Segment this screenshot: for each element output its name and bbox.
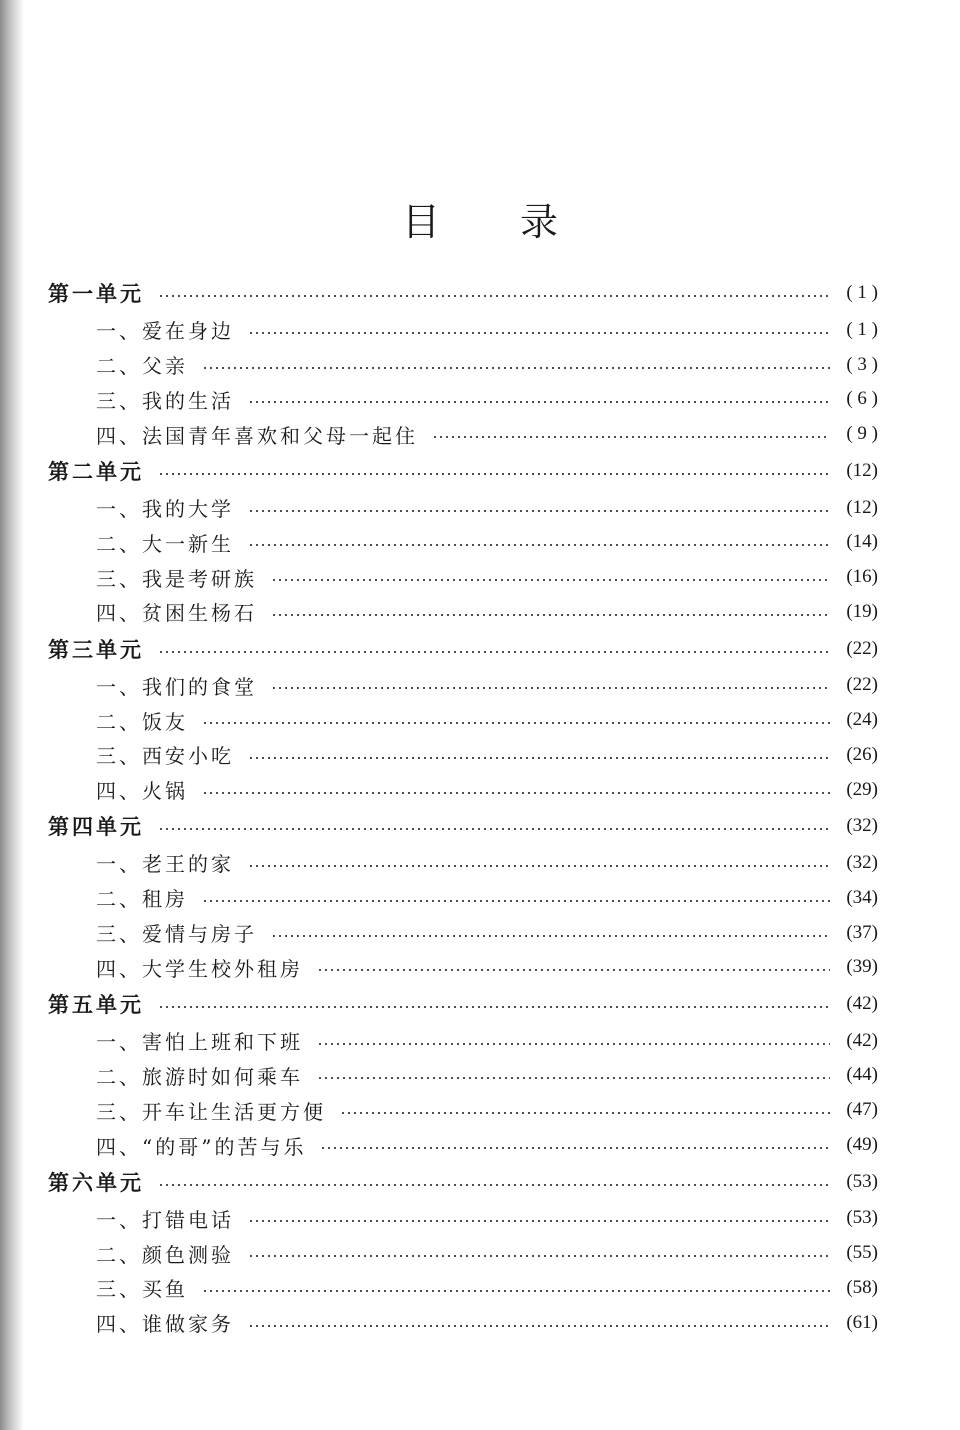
dot-leader: [248, 1255, 830, 1257]
dot-leader: [158, 1184, 830, 1186]
page-number: (61): [846, 1311, 878, 1333]
dot-leader: [271, 935, 830, 937]
lesson-title: 二、租房: [96, 887, 188, 912]
lesson-title: 三、爱情与房子: [96, 922, 257, 947]
page-number: (53): [846, 1207, 878, 1229]
toc-lesson-entry[interactable]: [48, 915, 878, 950]
toc-lesson-entry[interactable]: [48, 950, 878, 985]
lesson-title: 四、谁做家务: [96, 1312, 234, 1337]
lesson-title: 四、“的哥”的苦与乐: [96, 1134, 307, 1159]
dot-leader: [271, 579, 830, 581]
toc-lesson-entry[interactable]: [48, 1128, 878, 1163]
toc-unit-entry[interactable]: [48, 452, 878, 491]
lesson-title: 三、西安小吃: [96, 744, 234, 769]
toc-lesson-entry[interactable]: [48, 846, 878, 881]
dot-leader: [202, 722, 830, 724]
lesson-title: 四、火锅: [96, 779, 188, 804]
toc-lesson-entry[interactable]: [48, 703, 878, 738]
page-number: (24): [846, 709, 878, 731]
lesson-title: 一、我的大学: [96, 497, 234, 522]
dot-leader: [248, 401, 830, 403]
lesson-title: 二、饭友: [96, 709, 188, 734]
toc-lesson-entry[interactable]: [48, 1093, 878, 1128]
lesson-title: 一、害怕上班和下班: [96, 1030, 303, 1055]
page-number: ( 6 ): [846, 388, 878, 410]
toc-lesson-entry[interactable]: [48, 1058, 878, 1093]
toc-lesson-entry[interactable]: [48, 560, 878, 595]
page-number: (19): [846, 600, 878, 622]
page-number: (26): [846, 743, 878, 765]
unit-title: 第六单元: [48, 1170, 144, 1195]
page-number: (53): [846, 1170, 878, 1192]
dot-leader: [320, 1147, 830, 1149]
toc-lesson-entry[interactable]: [48, 1305, 878, 1340]
lesson-title: 一、打错电话: [96, 1207, 234, 1232]
toc-lesson-entry[interactable]: [48, 595, 878, 630]
dot-leader: [202, 792, 830, 794]
page-number: (29): [846, 778, 878, 800]
toc-unit-entry[interactable]: [48, 807, 878, 846]
toc-unit-entry[interactable]: [48, 985, 878, 1024]
lesson-title: 二、父亲: [96, 354, 188, 379]
dot-leader: [248, 865, 830, 867]
dot-leader: [432, 436, 830, 438]
page-number: (32): [846, 815, 878, 837]
page-number: (42): [846, 993, 878, 1014]
toc-lesson-entry[interactable]: [48, 525, 878, 560]
page-number: ( 9 ): [846, 423, 878, 445]
dot-leader: [271, 614, 830, 616]
page-number: (55): [846, 1242, 878, 1264]
dot-leader: [248, 544, 830, 546]
dot-leader: [202, 900, 830, 902]
lesson-title: 三、我是考研族: [96, 566, 257, 591]
page-title-char: 目: [401, 200, 440, 245]
toc-lesson-entry[interactable]: [48, 1271, 878, 1306]
lesson-title: 二、大一新生: [96, 531, 234, 556]
lesson-title: 一、老王的家: [96, 852, 234, 877]
page-number: (39): [846, 956, 878, 978]
toc-lesson-entry[interactable]: [48, 880, 878, 915]
toc-unit-entry[interactable]: [48, 1162, 878, 1201]
page-number: (58): [846, 1276, 878, 1298]
toc-lesson-entry[interactable]: [48, 1023, 878, 1058]
unit-title: 第二单元: [48, 459, 144, 484]
dot-leader: [317, 969, 830, 971]
page-number: ( 3 ): [846, 353, 878, 375]
toc-lesson-entry[interactable]: [48, 1236, 878, 1271]
toc-lesson-entry[interactable]: [48, 417, 878, 452]
page-number: (44): [846, 1064, 878, 1086]
unit-title: 第三单元: [48, 637, 144, 662]
page-number: (12): [846, 496, 878, 518]
dot-leader: [317, 1077, 830, 1079]
lesson-title: 二、旅游时如何乘车: [96, 1064, 303, 1089]
dot-leader: [248, 1220, 830, 1222]
lesson-title: 一、爱在身边: [96, 319, 234, 344]
dot-leader: [317, 1043, 830, 1045]
page-number: (42): [846, 1029, 878, 1051]
table-of-contents: [48, 274, 878, 1340]
lesson-title: 四、大学生校外租房: [96, 956, 303, 981]
toc-lesson-entry[interactable]: [48, 382, 878, 417]
page-number: ( 1 ): [846, 318, 878, 340]
page-number: (14): [846, 531, 878, 553]
dot-leader: [271, 687, 830, 689]
toc-lesson-entry[interactable]: [48, 313, 878, 348]
lesson-title: 四、法国青年喜欢和父母一起住: [96, 423, 418, 448]
page-number: (16): [846, 566, 878, 588]
dot-leader: [202, 1290, 830, 1292]
dot-leader: [248, 1325, 830, 1327]
page-number: (22): [846, 637, 878, 659]
page-number: (34): [846, 886, 878, 908]
lesson-title: 一、我们的食堂: [96, 674, 257, 699]
unit-title: 第一单元: [48, 282, 144, 307]
page-number: ( 1 ): [846, 282, 878, 304]
dot-leader: [248, 332, 830, 334]
toc-lesson-entry[interactable]: [48, 737, 878, 772]
dot-leader: [202, 367, 830, 369]
dot-leader: [248, 510, 830, 512]
toc-lesson-entry[interactable]: [48, 772, 878, 807]
page-number: (32): [846, 851, 878, 873]
toc-lesson-entry[interactable]: [48, 490, 878, 525]
page-number: (47): [846, 1099, 878, 1121]
dot-leader: [158, 828, 830, 830]
dot-leader: [158, 473, 830, 475]
page-number: (22): [846, 674, 878, 696]
dot-leader: [158, 651, 830, 653]
page-title: [0, 191, 960, 246]
toc-lesson-entry[interactable]: [48, 1201, 878, 1236]
dot-leader: [340, 1112, 830, 1114]
toc-lesson-entry[interactable]: [48, 668, 878, 703]
toc-unit-entry[interactable]: [48, 629, 878, 668]
page-number: (12): [846, 459, 878, 481]
page-title-char: 录: [520, 200, 559, 245]
lesson-title: 三、开车让生活更方便: [96, 1099, 326, 1124]
page-number: (37): [846, 921, 878, 943]
lesson-title: 四、贫困生杨石: [96, 601, 257, 626]
unit-title: 第五单元: [48, 993, 144, 1017]
page-number: (49): [846, 1134, 878, 1156]
toc-unit-entry[interactable]: [48, 274, 878, 313]
lesson-title: 三、我的生活: [96, 388, 234, 413]
dot-leader: [158, 295, 830, 297]
toc-lesson-entry[interactable]: [48, 347, 878, 382]
dot-leader: [158, 1006, 830, 1008]
unit-title: 第四单元: [48, 815, 144, 840]
lesson-title: 二、颜色测验: [96, 1242, 234, 1267]
dot-leader: [248, 757, 830, 759]
lesson-title: 三、买鱼: [96, 1277, 188, 1302]
